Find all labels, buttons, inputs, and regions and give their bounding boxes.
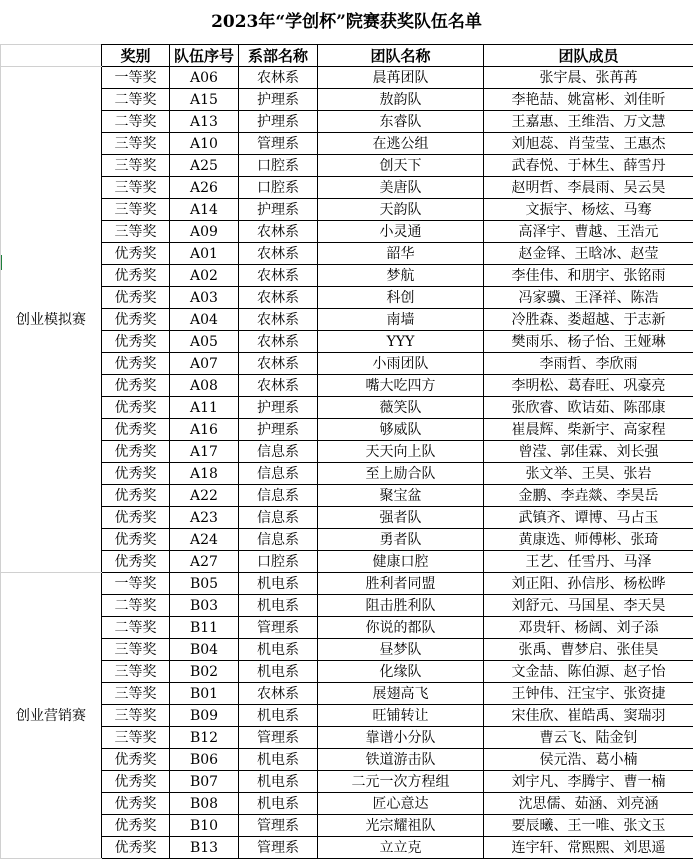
table-row <box>1 353 693 375</box>
department-cell[interactable]: 口腔系 <box>239 177 318 199</box>
award-cell[interactable]: 一等奖 <box>102 573 170 595</box>
table-row <box>1 375 693 397</box>
award-cell[interactable]: 三等奖 <box>102 727 170 749</box>
department-cell[interactable]: 信息系 <box>239 463 318 485</box>
team-no-cell[interactable]: A10 <box>170 133 239 155</box>
team-name-cell[interactable]: 敖韵队 <box>318 89 484 111</box>
members-cell[interactable]: 文振宇、杨炫、马骞 <box>484 199 693 221</box>
award-cell[interactable]: 优秀奖 <box>102 287 170 309</box>
header-blank-cell[interactable] <box>1 45 102 67</box>
department-cell[interactable]: 管理系 <box>239 727 318 749</box>
award-cell[interactable]: 优秀奖 <box>102 749 170 771</box>
team-no-cell[interactable]: B10 <box>170 815 239 837</box>
department-cell[interactable]: 护理系 <box>239 89 318 111</box>
award-cell[interactable]: 优秀奖 <box>102 265 170 287</box>
team-name-cell[interactable]: 晨苒团队 <box>318 67 484 89</box>
award-cell[interactable]: 三等奖 <box>102 177 170 199</box>
award-table <box>0 44 693 859</box>
members-cell[interactable]: 要辰曦、王一唯、张文玉 <box>484 815 693 837</box>
table-row <box>1 287 693 309</box>
team-name-cell[interactable]: 至上励合队 <box>318 463 484 485</box>
table-row <box>1 639 693 661</box>
table-row <box>1 67 693 89</box>
department-cell[interactable]: 农林系 <box>239 683 318 705</box>
table-row <box>1 133 693 155</box>
team-no-cell[interactable]: A05 <box>170 331 239 353</box>
team-no-cell[interactable]: A03 <box>170 287 239 309</box>
award-cell[interactable]: 优秀奖 <box>102 375 170 397</box>
members-cell[interactable]: 赵金铎、王晗冰、赵莹 <box>484 243 693 265</box>
table-row <box>1 661 693 683</box>
table-row <box>1 529 693 551</box>
team-name-cell[interactable]: 天韵队 <box>318 199 484 221</box>
department-cell[interactable]: 机电系 <box>239 661 318 683</box>
award-cell[interactable]: 三等奖 <box>102 155 170 177</box>
team-no-cell[interactable]: A01 <box>170 243 239 265</box>
team-no-cell[interactable]: A08 <box>170 375 239 397</box>
table-row <box>1 617 693 639</box>
table-row <box>1 111 693 133</box>
table-row <box>1 683 693 705</box>
table-row <box>1 199 693 221</box>
team-name-cell[interactable]: 薇笑队 <box>318 397 484 419</box>
team-no-cell[interactable]: A27 <box>170 551 239 573</box>
department-cell[interactable]: 信息系 <box>239 485 318 507</box>
team-name-cell[interactable]: 天天向上队 <box>318 441 484 463</box>
members-cell[interactable]: 金鹏、李垚燚、李昊岳 <box>484 485 693 507</box>
award-cell[interactable]: 优秀奖 <box>102 771 170 793</box>
table-row <box>1 771 693 793</box>
table-body <box>1 67 693 859</box>
members-cell[interactable]: 张文举、王昊、张岩 <box>484 463 693 485</box>
header-department[interactable]: 系部名称 <box>239 45 318 67</box>
award-cell[interactable]: 优秀奖 <box>102 441 170 463</box>
award-cell[interactable]: 三等奖 <box>102 221 170 243</box>
department-cell[interactable]: 口腔系 <box>239 155 318 177</box>
members-cell[interactable]: 李艳喆、姚富彬、刘佳昕 <box>484 89 693 111</box>
team-no-cell[interactable]: A18 <box>170 463 239 485</box>
header-team-no[interactable]: 队伍序号 <box>170 45 239 67</box>
department-cell[interactable]: 管理系 <box>239 617 318 639</box>
table-row <box>1 155 693 177</box>
department-cell[interactable]: 机电系 <box>239 595 318 617</box>
members-cell[interactable]: 李明松、葛春旺、巩豪亮 <box>484 375 693 397</box>
team-name-cell[interactable]: 聚宝盆 <box>318 485 484 507</box>
award-cell[interactable]: 优秀奖 <box>102 243 170 265</box>
award-cell[interactable]: 优秀奖 <box>102 507 170 529</box>
members-cell[interactable]: 武镇齐、谭博、马占玉 <box>484 507 693 529</box>
department-cell[interactable]: 信息系 <box>239 507 318 529</box>
team-name-cell[interactable]: 二元一次方程组 <box>318 771 484 793</box>
table-row <box>1 177 693 199</box>
department-cell[interactable]: 护理系 <box>239 397 318 419</box>
members-cell[interactable]: 宋佳欣、崔皓禹、窦瑞羽 <box>484 705 693 727</box>
team-no-cell[interactable]: A13 <box>170 111 239 133</box>
award-cell[interactable]: 三等奖 <box>102 199 170 221</box>
award-cell[interactable]: 优秀奖 <box>102 815 170 837</box>
team-no-cell[interactable]: B05 <box>170 573 239 595</box>
team-name-cell[interactable]: 靠谱小分队 <box>318 727 484 749</box>
team-no-cell[interactable]: B11 <box>170 617 239 639</box>
members-cell[interactable]: 张宇晨、张苒苒 <box>484 67 693 89</box>
department-cell[interactable]: 农林系 <box>239 375 318 397</box>
table-row <box>1 397 693 419</box>
team-name-cell[interactable]: 强者队 <box>318 507 484 529</box>
team-no-cell[interactable]: B07 <box>170 771 239 793</box>
table-row <box>1 441 693 463</box>
table-row <box>1 243 693 265</box>
members-cell[interactable]: 沈思儒、茹涵、刘亮涵 <box>484 793 693 815</box>
award-cell[interactable]: 优秀奖 <box>102 837 170 859</box>
team-name-cell[interactable]: 勇者队 <box>318 529 484 551</box>
award-cell[interactable]: 优秀奖 <box>102 485 170 507</box>
team-no-cell[interactable]: A15 <box>170 89 239 111</box>
table-row <box>1 331 693 353</box>
team-name-cell[interactable]: 铁道游击队 <box>318 749 484 771</box>
team-no-cell[interactable]: B01 <box>170 683 239 705</box>
members-cell[interactable]: 文金喆、陈伯源、赵子怡 <box>484 661 693 683</box>
department-cell[interactable]: 农林系 <box>239 243 318 265</box>
award-cell[interactable]: 三等奖 <box>102 705 170 727</box>
award-cell[interactable]: 三等奖 <box>102 661 170 683</box>
award-cell[interactable]: 三等奖 <box>102 133 170 155</box>
team-no-cell[interactable]: A26 <box>170 177 239 199</box>
department-cell[interactable]: 农林系 <box>239 287 318 309</box>
header-team-name[interactable]: 团队名称 <box>318 45 484 67</box>
award-cell[interactable]: 二等奖 <box>102 89 170 111</box>
team-name-cell[interactable]: 匠心意达 <box>318 793 484 815</box>
team-no-cell[interactable]: A22 <box>170 485 239 507</box>
members-cell[interactable]: 张禹、曹梦启、张佳昊 <box>484 639 693 661</box>
team-no-cell[interactable]: B09 <box>170 705 239 727</box>
table-row <box>1 221 693 243</box>
table-row <box>1 595 693 617</box>
page-title: 2023年“学创杯”院赛获奖队伍名单 <box>0 0 693 45</box>
members-cell[interactable]: 曾滢、郭佳霖、刘长强 <box>484 441 693 463</box>
department-cell[interactable]: 农林系 <box>239 331 318 353</box>
department-cell[interactable]: 信息系 <box>239 529 318 551</box>
team-no-cell[interactable]: B06 <box>170 749 239 771</box>
members-cell[interactable]: 樊雨乐、杨子怡、王娅琳 <box>484 331 693 353</box>
award-cell[interactable]: 二等奖 <box>102 595 170 617</box>
team-name-cell[interactable]: 光宗耀祖队 <box>318 815 484 837</box>
team-no-cell[interactable]: A23 <box>170 507 239 529</box>
team-name-cell[interactable]: 你说的都队 <box>318 617 484 639</box>
team-name-cell[interactable]: 健康口腔 <box>318 551 484 573</box>
department-cell[interactable]: 机电系 <box>239 749 318 771</box>
team-name-cell[interactable]: 美唐队 <box>318 177 484 199</box>
award-cell[interactable]: 优秀奖 <box>102 463 170 485</box>
team-no-cell[interactable]: A07 <box>170 353 239 375</box>
table-row <box>1 573 693 595</box>
members-cell[interactable]: 冯家骥、王泽祥、陈浩 <box>484 287 693 309</box>
table-row <box>1 551 693 573</box>
table-row <box>1 793 693 815</box>
header-row <box>1 45 693 67</box>
award-cell[interactable]: 二等奖 <box>102 617 170 639</box>
competition-group-cell[interactable]: 创业营销赛 <box>1 573 102 859</box>
team-no-cell[interactable]: A11 <box>170 397 239 419</box>
award-cell[interactable]: 优秀奖 <box>102 309 170 331</box>
award-cell[interactable]: 优秀奖 <box>102 419 170 441</box>
department-cell[interactable]: 农林系 <box>239 353 318 375</box>
team-name-cell[interactable]: 昼梦队 <box>318 639 484 661</box>
header-award[interactable]: 奖别 <box>102 45 170 67</box>
members-cell[interactable]: 刘宇凡、李腾宇、曹一楠 <box>484 771 693 793</box>
department-cell[interactable]: 农林系 <box>239 67 318 89</box>
table-row <box>1 837 693 859</box>
department-cell[interactable]: 管理系 <box>239 837 318 859</box>
table-row <box>1 507 693 529</box>
header-members[interactable]: 团队成员 <box>484 45 693 67</box>
members-cell[interactable]: 崔晨辉、柴新宇、高家程 <box>484 419 693 441</box>
award-cell[interactable]: 一等奖 <box>102 67 170 89</box>
team-name-cell[interactable]: 韶华 <box>318 243 484 265</box>
team-no-cell[interactable]: A06 <box>170 67 239 89</box>
team-name-cell[interactable]: 小雨团队 <box>318 353 484 375</box>
team-no-cell[interactable]: B04 <box>170 639 239 661</box>
team-no-cell[interactable]: A04 <box>170 309 239 331</box>
department-cell[interactable]: 口腔系 <box>239 551 318 573</box>
team-name-cell[interactable]: 立立克 <box>318 837 484 859</box>
team-name-cell[interactable]: 胜利者同盟 <box>318 573 484 595</box>
team-no-cell[interactable]: A25 <box>170 155 239 177</box>
department-cell[interactable]: 机电系 <box>239 639 318 661</box>
team-no-cell[interactable]: B12 <box>170 727 239 749</box>
team-no-cell[interactable]: A14 <box>170 199 239 221</box>
award-cell[interactable]: 优秀奖 <box>102 353 170 375</box>
table-row <box>1 705 693 727</box>
team-name-cell[interactable]: YYY <box>318 331 484 353</box>
department-cell[interactable]: 农林系 <box>239 221 318 243</box>
award-cell[interactable]: 三等奖 <box>102 683 170 705</box>
table-row <box>1 749 693 771</box>
team-no-cell[interactable]: B03 <box>170 595 239 617</box>
members-cell[interactable]: 王钟伟、汪宝宇、张资捷 <box>484 683 693 705</box>
award-cell[interactable]: 三等奖 <box>102 639 170 661</box>
team-name-cell[interactable]: 科创 <box>318 287 484 309</box>
team-name-cell[interactable]: 小灵通 <box>318 221 484 243</box>
team-name-cell[interactable]: 在逃公组 <box>318 133 484 155</box>
department-cell[interactable]: 机电系 <box>239 793 318 815</box>
table-row <box>1 727 693 749</box>
members-cell[interactable]: 李佳伟、和朋宇、张铭雨 <box>484 265 693 287</box>
members-cell[interactable]: 侯元浩、葛小楠 <box>484 749 693 771</box>
award-cell[interactable]: 优秀奖 <box>102 551 170 573</box>
table-row <box>1 265 693 287</box>
team-name-cell[interactable]: 够威队 <box>318 419 484 441</box>
department-cell[interactable]: 管理系 <box>239 133 318 155</box>
team-no-cell[interactable]: A24 <box>170 529 239 551</box>
team-no-cell[interactable]: A02 <box>170 265 239 287</box>
members-cell[interactable]: 冷胜森、娄超越、于志新 <box>484 309 693 331</box>
table-row <box>1 89 693 111</box>
members-cell[interactable]: 武春悦、于林生、薛雪丹 <box>484 155 693 177</box>
department-cell[interactable]: 护理系 <box>239 419 318 441</box>
members-cell[interactable]: 黄康选、师傅彬、张琦 <box>484 529 693 551</box>
department-cell[interactable]: 护理系 <box>239 199 318 221</box>
members-cell[interactable]: 李雨哲、李欣雨 <box>484 353 693 375</box>
team-name-cell[interactable]: 梦航 <box>318 265 484 287</box>
team-no-cell[interactable]: A16 <box>170 419 239 441</box>
department-cell[interactable]: 机电系 <box>239 705 318 727</box>
award-cell[interactable]: 优秀奖 <box>102 793 170 815</box>
table-row <box>1 815 693 837</box>
table-row <box>1 463 693 485</box>
team-name-cell[interactable]: 阻击胜利队 <box>318 595 484 617</box>
team-name-cell[interactable]: 创天下 <box>318 155 484 177</box>
department-cell[interactable]: 农林系 <box>239 309 318 331</box>
members-cell[interactable]: 高泽宇、曹越、王浩元 <box>484 221 693 243</box>
team-name-cell[interactable]: 旺铺转让 <box>318 705 484 727</box>
table-row <box>1 309 693 331</box>
award-cell[interactable]: 优秀奖 <box>102 397 170 419</box>
team-name-cell[interactable]: 南墙 <box>318 309 484 331</box>
competition-group-cell[interactable]: 创业模拟赛 <box>1 67 102 573</box>
award-cell[interactable]: 二等奖 <box>102 111 170 133</box>
members-cell[interactable]: 刘舒元、马国星、李天昊 <box>484 595 693 617</box>
table-row <box>1 419 693 441</box>
team-name-cell[interactable]: 嘴大吃四方 <box>318 375 484 397</box>
department-cell[interactable]: 管理系 <box>239 815 318 837</box>
department-cell[interactable]: 信息系 <box>239 441 318 463</box>
department-cell[interactable]: 护理系 <box>239 111 318 133</box>
department-cell[interactable]: 机电系 <box>239 771 318 793</box>
team-no-cell[interactable]: A09 <box>170 221 239 243</box>
table-row <box>1 485 693 507</box>
members-cell[interactable]: 曹云飞、陆金钊 <box>484 727 693 749</box>
team-no-cell[interactable]: A17 <box>170 441 239 463</box>
team-name-cell[interactable]: 展翅高飞 <box>318 683 484 705</box>
team-name-cell[interactable]: 化缘队 <box>318 661 484 683</box>
team-no-cell[interactable]: B02 <box>170 661 239 683</box>
department-cell[interactable]: 农林系 <box>239 265 318 287</box>
award-cell[interactable]: 优秀奖 <box>102 529 170 551</box>
members-cell[interactable]: 连宇轩、常熙熙、刘思遥 <box>484 837 693 859</box>
department-cell[interactable]: 机电系 <box>239 573 318 595</box>
members-cell[interactable]: 张欣睿、欧诘茹、陈邵康 <box>484 397 693 419</box>
members-cell[interactable]: 王嘉惠、王维浩、万文慧 <box>484 111 693 133</box>
award-cell[interactable]: 优秀奖 <box>102 331 170 353</box>
members-cell[interactable]: 刘旭蕊、肖莹莹、王惠杰 <box>484 133 693 155</box>
team-name-cell[interactable]: 东睿队 <box>318 111 484 133</box>
members-cell[interactable]: 邓贵轩、杨阔、刘子添 <box>484 617 693 639</box>
members-cell[interactable]: 刘正阳、孙信彤、杨松晔 <box>484 573 693 595</box>
team-no-cell[interactable]: B08 <box>170 793 239 815</box>
members-cell[interactable]: 王艺、任雪丹、马泽 <box>484 551 693 573</box>
team-no-cell[interactable]: B13 <box>170 837 239 859</box>
members-cell[interactable]: 赵明哲、李晨雨、吴云昊 <box>484 177 693 199</box>
